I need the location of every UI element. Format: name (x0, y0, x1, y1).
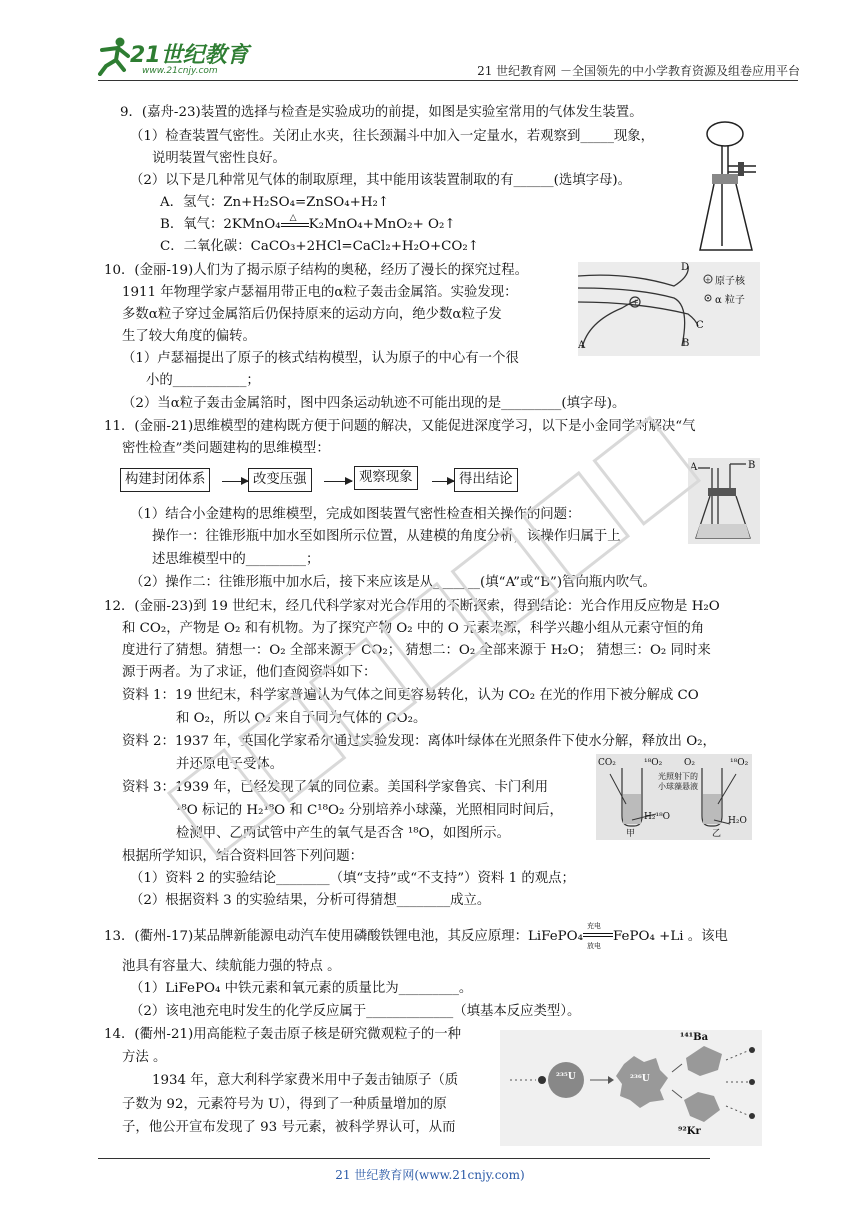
arrow-icon (222, 481, 248, 482)
center-label: 光照射下的小球藻悬液 (658, 772, 698, 791)
q10-line: （2）当α粒子轰击金属箔时，图中四条运动轨迹不可能出现的是_________(填字母)。 (122, 396, 626, 411)
arrow-icon (432, 481, 454, 482)
q12-ref-2: 并还原电子受体。 (176, 757, 284, 772)
kr-label: ⁹²Kr (678, 1126, 701, 1137)
q12-question: （2）根据资料 3 的实验结果，分析可得猜想________成立。 (130, 893, 491, 908)
q14-line: 14．(衢州-21)用高能粒子轰击原子核是研究微观粒子的一种 (104, 1027, 462, 1042)
q11-line: （2）操作二：往锥形瓶中加水后，接下来应该是从_______(填“A”或“B”)管向瓶内吹气。 (130, 575, 656, 590)
q10-line: 多数α粒子穿过金属箔后仍保持原来的运动方向，绝少数α粒子发 (122, 307, 502, 322)
charge-label: 充电 (587, 922, 601, 930)
isotope-experiment-figure (596, 754, 752, 840)
q9-line: 9．(嘉舟-23)装置的选择与检查是实验成功的前提，如图是实验室常用的气体发生装置。 (120, 105, 643, 120)
q10-line: 生了较大角度的偏转。 (122, 329, 256, 344)
q9-option-b: B．氧气：2KMnO₄ △ K₂MnO₄+MnO₂+ O₂↑ (160, 216, 456, 234)
q12-ref-3: ¹⁸O 标记的 H₂¹⁸O 和 C¹⁸O₂ 分别培养小球藻，光照相同时间后， (176, 803, 563, 818)
q11-line: 密性检查”类问题建构的思维模型： (122, 441, 330, 456)
legend-nucleus: 原子核 (715, 276, 745, 287)
q13-line: 池具有容量大、续航能力强的特点 。 (122, 959, 341, 974)
q10-line: 小的___________； (146, 373, 260, 388)
u235-label: ²³⁵U (556, 1072, 576, 1082)
q11-line: （1）结合小金建构的思维模型，完成如图装置气密性检查相关操作的问题： (130, 507, 581, 522)
discharge-label: 放电 (587, 942, 601, 950)
tube-jia-label: 甲 (626, 829, 636, 839)
heat-symbol: △ (289, 213, 297, 223)
flow-step: 观察现象 (354, 466, 418, 490)
tube-a-label: A (690, 462, 698, 473)
q9-line: （2）以下是几种常见气体的制取原理，其中能用该装置制取的有______(选填字母)。 (130, 173, 632, 188)
water-label: H₂¹⁸O (644, 812, 671, 822)
q12-line: 度进行了猜想。猜想一：O₂ 全部来源于 CO₂； 猜想二：O₂ 全部来源于 H₂O； 猜想三：O₂ 同时来 (122, 643, 711, 658)
q10-line: （1）卢瑟福提出了原子的核式结构模型，认为原子的中心有一个很 (122, 351, 519, 366)
q9-option-a: A．氢气：Zn+H₂SO₄=ZnSO₄+H₂↑ (160, 195, 390, 210)
q13-question: （2）该电池充电时发生的化学反应属于_____________（填基本反应类型）。 (130, 1004, 581, 1019)
tube-yi-label: 乙 (712, 829, 722, 839)
logo-text: 21世纪教育 (130, 43, 249, 68)
q12-ref-1: 和 O₂，所以 O₂ 来自于同为气体的 CO₂。 (176, 711, 427, 726)
q10-line: 10．(金丽-19)人们为了揭示原子结构的奥秘，经历了漫长的探究过程。 (104, 263, 528, 278)
flow-step: 得出结论 (454, 468, 518, 492)
o2-label: ¹⁸O₂ (730, 758, 749, 768)
q14-line: 1934 年，意大利科学家费米用中子轰击铀原子（质 (152, 1073, 459, 1088)
flow-step: 改变压强 (248, 468, 312, 492)
q12-question: （1）资料 2 的实验结论________（填“支持”或“不支持”）资料 1 的观点； (130, 871, 575, 886)
arrow-icon (324, 481, 352, 482)
logo-url: www.21cnjy.com (142, 66, 218, 76)
o2-label: ¹⁸O₂ (644, 758, 663, 768)
q9-option-c: C．二氧化碳：CaCO₃+2HCl=CaCl₂+H₂O+CO₂↑ (160, 239, 479, 254)
q14-line: 子数为 92，元素符号为 U），得到了一种质量增加的原 (122, 1097, 447, 1112)
o2-label: O₂ (684, 758, 695, 768)
label-c: C (696, 320, 704, 331)
u236-label: ²³⁶U (630, 1074, 650, 1084)
q13-question: （1）LiFePO₄ 中铁元素和氧元素的质量比为_________。 (130, 981, 473, 996)
q12-ref-2: 资料 2：1937 年，英国化学家希尔通过实验发现：离体叶绿体在光照条件下使水分解，释放出 O₂， (122, 734, 716, 749)
q12-line: 和 CO₂，产物是 O₂ 和有机物。为了探究产物 O₂ 中的 O 元素来源，科学兴趣小组从元素守恒的角 (122, 621, 705, 636)
alpha-scattering-figure (578, 262, 760, 356)
q13-line: 13．(衢州-17)某品牌新能源电动汽车使用磷酸铁锂电池，其反应原理：LiFePO₄ 充电 放电 FePO₄ +Li 。该电 (104, 928, 728, 946)
legend-alpha: α 粒子 (715, 295, 745, 306)
q12-line: 12．(金丽-23)到 19 世纪末，经几代科学家对光合作用的不断探索，得到结论：光合作用反应物是 H₂O (104, 599, 720, 614)
q12-ref-3: 检测甲、乙两试管中产生的氧气是否含 ¹⁸O，如图所示。 (176, 826, 510, 841)
q11-line: 11．(金丽-21)思维模型的建构既方便于问题的解决，又能促进深度学习，以下是小金同学对解决“气 (104, 419, 696, 434)
flow-step: 构建封闭体系 (120, 468, 210, 492)
ba-label: ¹⁴¹Ba (680, 1032, 709, 1043)
q9-line: （1）检查装置气密性。关闭止水夹，往长颈漏斗中加入一定量水，若观察到_____现象， (130, 129, 655, 144)
q12-line: 根据所学知识，结合资料回答下列问题： (122, 849, 364, 864)
label-a: A (578, 340, 586, 351)
water-label: H₂O (728, 816, 747, 826)
svg-text:+: + (705, 276, 711, 284)
svg-text:+: + (632, 298, 639, 307)
footer-rule (98, 1158, 710, 1159)
label-d: D (681, 262, 690, 273)
q14-line: 子，他公开宣布发现了 93 号元素，被科学界认可，从而 (122, 1120, 456, 1135)
header-rule (98, 80, 798, 81)
gas-generator-figure (694, 118, 760, 258)
q14-line: 方法 。 (122, 1050, 167, 1065)
q12-line: 源于两者。为了求证，他们查阅资料如下： (122, 665, 377, 680)
runner-logo-icon (96, 36, 130, 76)
tube-b-label: B (748, 460, 756, 471)
logo (96, 36, 266, 82)
q12-ref-1: 资料 1：19 世纪末，科学家普遍认为气体之间更容易转化，认为 CO₂ 在光的作用下被分解成 CO (122, 688, 699, 703)
fission-figure (500, 1030, 762, 1146)
flask-figure (688, 458, 760, 544)
header-tagline: 21 世纪教育网 －全国领先的中小学教育资源及组卷应用平台 (477, 64, 800, 78)
q10-line: 1911 年物理学家卢瑟福用带正电的α粒子轰击金属箔。实验发现： (122, 285, 518, 300)
q11-line: 述思维模型中的_________； (152, 552, 320, 567)
co2-label: CO₂ (598, 758, 616, 768)
q11-line: 操作一：往锥形瓶中加水至如图所示位置，从建模的角度分析，该操作归属于上 (152, 529, 621, 544)
label-b: B (682, 338, 690, 349)
footer-text: 21 世纪教育网(www.21cnjy.com) (335, 1168, 525, 1182)
q12-ref-3: 资料 3：1939 年，已经发现了氧的同位素。美国科学家鲁宾、卡门利用 (122, 780, 549, 795)
q9-line: 说明装置气密性良好。 (152, 151, 286, 166)
